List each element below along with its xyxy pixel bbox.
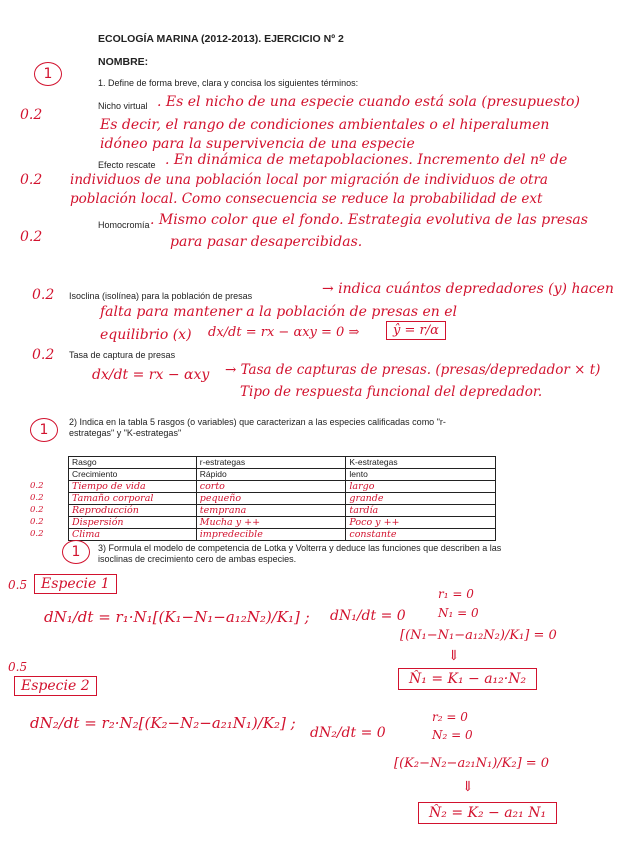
cell: Rápido xyxy=(196,469,346,481)
table-row xyxy=(69,469,496,481)
term3-score: 0.2 xyxy=(20,229,43,245)
species2-result: N̂₂ = K₂ − a₂₁ N₁ xyxy=(418,802,557,824)
cell: Poco y ++ xyxy=(346,517,496,529)
cell: lento xyxy=(346,469,496,481)
term5-answer-line1: → Tasa de capturas de presas. (presas/depredador × t) xyxy=(225,362,601,378)
species2-model: dN₂/dt = r₂·N₂[(K₂−N₂−a₂₁N₁)/K₂] ; xyxy=(30,714,296,732)
q2-score-circle: 1 xyxy=(30,418,58,442)
exam-title: ECOLOGÍA MARINA (2012-2013). EJERCICIO Nº 2 xyxy=(98,33,344,45)
term3-answer-line1: . Mismo color que el fondo. Estrategia evolutiva de las presas xyxy=(150,212,588,228)
header-rasgo: Rasgo xyxy=(69,457,197,469)
cell: Tamaño corporal xyxy=(69,493,197,505)
table-header-row xyxy=(69,457,496,469)
cell: corto xyxy=(196,481,346,493)
q3-score-circle: 1 xyxy=(62,540,90,564)
table-row xyxy=(69,529,496,541)
species1-case2: N₁ = 0 xyxy=(438,606,479,620)
term4-answer-line3: equilibrio (x) xyxy=(100,327,192,343)
isoclina-equation: dx/dt = rx − αxy = 0 ⇒ xyxy=(208,325,360,340)
term2-label: Efecto rescate xyxy=(98,160,156,170)
q2-prompt-line1: 2) Indica en la tabla 5 rasgos (o variables) que caracterizan a las especies calificadas como "r- xyxy=(69,417,446,427)
term4-label: Isoclina (isolínea) para la población de presas xyxy=(69,291,253,301)
q3-prompt-line1: 3) Formula el modelo de competencia de Lotka y Volterra y deduce las funciones que describen a las xyxy=(98,543,502,553)
term4-score: 0.2 xyxy=(32,287,55,303)
tasa-equation: dx/dt = rx − αxy xyxy=(92,367,210,383)
row4-score: 0.2 xyxy=(30,517,44,527)
isoclina-result-box: ŷ = r/α xyxy=(386,321,446,340)
q2-prompt-line2: estrategas" y "K-estrategas" xyxy=(69,428,182,438)
species1-case1: r₁ = 0 xyxy=(438,587,474,601)
term5-answer-line2: Tipo de respuesta funcional del depredador. xyxy=(240,384,543,400)
cell: tardía xyxy=(346,505,496,517)
term2-answer-line1: . En dinámica de metapoblaciones. Incremento del nº de xyxy=(165,152,568,168)
header-k: K-estrategas xyxy=(346,457,496,469)
cell: Mucha y ++ xyxy=(196,517,346,529)
species2-arrow: ⇓ xyxy=(462,779,474,795)
cell: temprana xyxy=(196,505,346,517)
table-row xyxy=(69,493,496,505)
term1-answer-line2: Es decir, el rango de condiciones ambientales o el hiperalumen xyxy=(100,117,550,133)
species1-zero: dN₁/dt = 0 xyxy=(330,608,406,624)
row3-score: 0.2 xyxy=(30,505,44,515)
cell: grande xyxy=(346,493,496,505)
term1-answer-line1: . Es el nicho de una especie cuando está sola (presupuesto) xyxy=(157,94,580,110)
species2-score: 0.5 xyxy=(8,660,28,674)
species1-result: N̂₁ = K₁ − a₁₂·N₂ xyxy=(398,668,537,690)
species1-arrow: ⇓ xyxy=(448,648,460,664)
species2-case3: [(K₂−N₂−a₂₁N₁)/K₂] = 0 xyxy=(394,756,550,771)
species2-zero: dN₂/dt = 0 xyxy=(310,725,386,741)
cell: Tiempo de vida xyxy=(69,481,197,493)
term5-label: Tasa de captura de presas xyxy=(69,350,176,360)
term2-score: 0.2 xyxy=(20,172,43,188)
row5-score: 0.2 xyxy=(30,529,44,539)
q3-prompt-line2: isoclinas de crecimiento cero de ambas especies. xyxy=(98,554,297,564)
cell: Dispersión xyxy=(69,517,197,529)
rasgos-table xyxy=(68,456,496,541)
species2-label: Especie 2 xyxy=(14,676,97,696)
term1-answer-line3: idóneo para la supervivencia de una especie xyxy=(100,136,415,152)
cell: largo xyxy=(346,481,496,493)
cell: Clima xyxy=(69,529,197,541)
cell: constante xyxy=(346,529,496,541)
term1-label: Nicho virtual xyxy=(98,101,148,111)
term3-answer-line2: para pasar desapercibidas. xyxy=(170,234,363,250)
species1-case3: [(N₁−N₁−a₁₂N₂)/K₁] = 0 xyxy=(400,628,557,643)
species2-case1: r₂ = 0 xyxy=(432,710,468,724)
row1-score: 0.2 xyxy=(30,481,44,491)
table-row xyxy=(69,505,496,517)
species1-score: 0.5 xyxy=(8,578,28,592)
species1-label: Especie 1 xyxy=(34,574,117,594)
cell: impredecible xyxy=(196,529,346,541)
species1-model: dN₁/dt = r₁·N₁[(K₁−N₁−a₁₂N₂)/K₁] ; xyxy=(44,608,310,626)
header-r: r-estrategas xyxy=(196,457,346,469)
species2-case2: N₂ = 0 xyxy=(432,728,473,742)
term3-label: Homocromía xyxy=(98,220,150,230)
table-row xyxy=(69,481,496,493)
term1-score: 0.2 xyxy=(20,107,43,123)
term4-answer-line1: → indica cuántos depredadores (y) hacen xyxy=(322,281,614,297)
cell: Crecimiento xyxy=(69,469,197,481)
cell: Reproducción xyxy=(69,505,197,517)
term4-answer-line2: falta para mantener a la población de presas en el xyxy=(100,304,457,320)
cell: pequeño xyxy=(196,493,346,505)
q1-prompt: 1. Define de forma breve, clara y concisa los siguientes términos: xyxy=(98,78,359,88)
q1-score-circle: 1 xyxy=(34,62,62,86)
term5-score: 0.2 xyxy=(32,347,55,363)
nombre-label: NOMBRE: xyxy=(98,56,149,68)
row2-score: 0.2 xyxy=(30,493,44,503)
term2-answer-line2: individuos de una población local por migración de individuos de otra xyxy=(70,172,548,188)
term2-answer-line3: población local. Como consecuencia se reduce la probabilidad de ext xyxy=(70,191,543,207)
table-row xyxy=(69,517,496,529)
